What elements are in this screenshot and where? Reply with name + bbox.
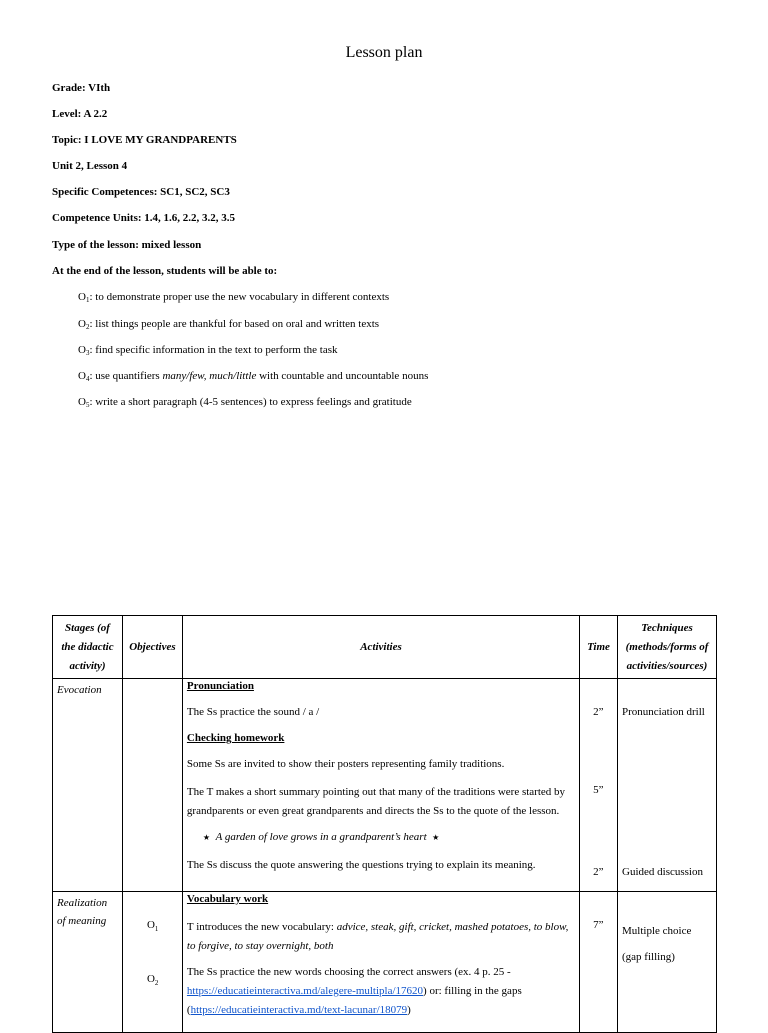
quote-line	[203, 830, 439, 844]
lesson-type-line: Type of the lesson: mixed lesson	[52, 239, 202, 251]
quote-text: A garden of love grows in a grandparent’s heart	[215, 831, 427, 843]
stage-cell-realization	[53, 892, 123, 1033]
activities-cell-realization	[182, 892, 579, 1033]
objective-1: $O_1$: to demonstrate proper use the new vocabulary in different contexts	[78, 291, 390, 304]
stage-label-evocation: Evocation	[57, 684, 102, 696]
table-row-evocation	[53, 679, 717, 892]
practice-text: The Ss practice the new words choosing the correct answers (ex. 4 p. 25 - https://educatieinteractiva.md/alegere-multipla/17620) or: filling in the gaps (https://educatieinteractiva.md/text-lacunar/18079)	[186, 966, 522, 1016]
multiple-choice-link[interactable]: https://educatieinteractiva.md/alegere-multipla/17620	[186, 985, 424, 997]
technique-text: Multiple choice (gap filling)	[622, 925, 692, 963]
page-title: Lesson plan	[345, 44, 423, 61]
technique-text: Pronunciation drill	[622, 706, 705, 718]
time-cell-realization	[580, 892, 618, 1033]
gap-filling-link[interactable]: https://educatieinteractiva.md/text-lacunar/18079	[190, 1004, 408, 1016]
objective-3: $O_3$: find specific information in the text to perform the task	[78, 344, 338, 357]
techniques-cell-realization	[618, 892, 717, 1033]
competences-line: Specific Competences: SC1, SC2, SC3	[52, 186, 230, 198]
objectives-cell-evocation	[122, 679, 182, 892]
time-value: 2”	[593, 866, 604, 878]
unit-line: Unit 2, Lesson 4	[52, 160, 128, 172]
discuss-text: The Ss discuss the quote answering the questions trying to explain its meaning.	[186, 859, 536, 871]
header-stages: Stages (of the didactic activity)	[53, 616, 123, 679]
objective-ref: $O_1$	[146, 919, 159, 934]
table-row-realization	[53, 892, 717, 1033]
objective-5: $O_5$: write a short paragraph (4-5 sentences) to express feelings and gratitude	[78, 396, 412, 409]
star-icon: ★	[202, 833, 211, 842]
table-header-row	[53, 616, 717, 679]
objective-4: $O_4$: use quantifiers many/few, much/little with countable and uncountable nouns	[78, 370, 429, 383]
header-objectives: Objectives	[122, 616, 182, 679]
time-value: 7”	[593, 919, 604, 931]
time-value: 2”	[593, 706, 604, 718]
grade-line: Grade: VIth	[52, 82, 111, 94]
time-cell-evocation	[580, 679, 618, 892]
header-time: Time	[580, 616, 618, 679]
objectives-cell-realization	[122, 892, 182, 1033]
header-techniques: Techniques (methods/forms of activities/sources)	[618, 616, 717, 679]
activities-cell-evocation	[182, 679, 579, 892]
pronunciation-text: The Ss practice the sound / a /	[186, 706, 320, 718]
outcomes-intro: At the end of the lesson, students will be able to:	[52, 265, 278, 277]
vocabulary-text: T introduces the new vocabulary: advice, steak, gift, cricket, mashed potatoes, to blow, to forgive, to stay overnight, both	[186, 921, 569, 952]
time-value: 5”	[593, 784, 604, 796]
techniques-cell-evocation	[618, 679, 717, 892]
technique-text: Guided discussion	[622, 866, 703, 878]
homework-heading: Checking homework	[186, 732, 285, 744]
topic-line: Topic: I LOVE MY GRANDPARENTS	[52, 134, 237, 146]
stage-label-realization: Realization of meaning	[57, 897, 108, 927]
vocabulary-heading: Vocabulary work	[186, 893, 269, 905]
homework-text: Some Ss are invited to show their posters representing family traditions.	[186, 758, 505, 770]
stage-cell-evocation	[53, 679, 123, 892]
header-activities: Activities	[182, 616, 579, 679]
pronunciation-heading: Pronunciation	[186, 680, 254, 692]
summary-text: The T makes a short summary pointing out that many of the traditions were started by grandparents or even great grandparents and directs the Ss to the quote of the lesson.	[186, 786, 566, 817]
objective-2: $O_2$: list things people are thankful for based on oral and written texts	[78, 318, 380, 331]
competence-units-line: Competence Units: 1.4, 1.6, 2.2, 3.2, 3.5	[52, 212, 236, 224]
star-icon: ★	[432, 833, 440, 842]
lesson-plan-table	[52, 615, 717, 1033]
objective-ref: $O_2$	[146, 973, 159, 988]
level-line: Level: A 2.2	[52, 108, 108, 120]
